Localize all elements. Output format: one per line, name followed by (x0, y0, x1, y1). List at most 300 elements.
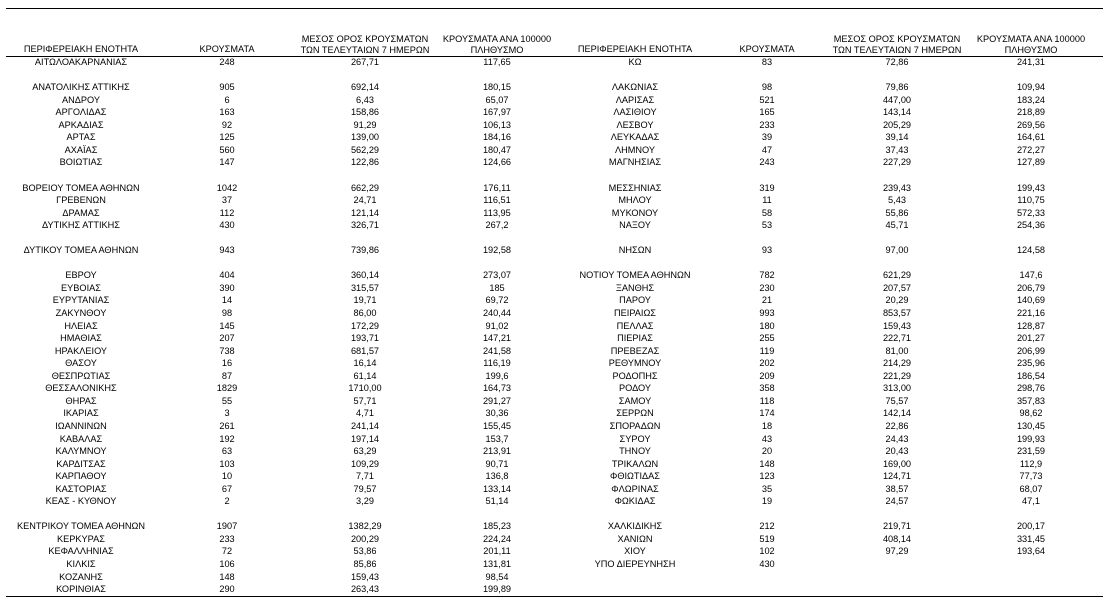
cell-region: ΘΗΡΑΣ (65, 395, 97, 406)
cell-avg: 16,14 (353, 358, 377, 369)
cell-cases: 21 (761, 295, 773, 306)
cell-avg: 739,86 (350, 245, 380, 256)
cell-per: 131,81 (482, 559, 512, 569)
cell-per: 110,75 (1017, 195, 1045, 206)
cell-cases: 102 (759, 546, 775, 557)
cell-cases: 148 (759, 458, 775, 469)
cell-cases: 35 (761, 483, 773, 494)
header-region-left: ΠΕΡΙΦΕΡΕΙΑΚΗ ΕΝΟΤΗΤΑ (23, 44, 139, 54)
cell-region: ΝΑΞΟΥ (619, 220, 651, 231)
cell-cases: 112 (219, 207, 235, 218)
cell-avg: 205,29 (882, 119, 912, 130)
cell-region: ΦΛΩΡΙΝΑΣ (611, 483, 659, 494)
cell-cases: 87 (221, 370, 233, 381)
cell-per: 109,94 (1016, 82, 1046, 93)
cell-cases: 93 (761, 245, 773, 256)
cell-region: ΣΥΡΟΥ (619, 433, 651, 444)
cell-cases: 163 (219, 107, 235, 118)
cell-region: ΚΕΝΤΡΙΚΟΥ ΤΟΜΕΑ ΑΘΗΝΩΝ (16, 521, 146, 532)
cell-cases: 230 (759, 282, 775, 293)
cell-region: ΚΟΖΑΝΗΣ (59, 571, 103, 582)
cell-cases: 233 (759, 119, 775, 130)
cell-cases: 98 (761, 82, 773, 93)
cell-avg: 24,57 (885, 496, 909, 507)
cell-region: ΡΟΔΟΥ (618, 383, 651, 394)
cell-avg: 81,00 (885, 345, 909, 356)
cell-region: ΚΕΑΣ - ΚΥΘΝΟΥ (45, 496, 117, 507)
cell-region: ΚΙΛΚΙΣ (66, 559, 96, 569)
cell-cases: 233 (219, 533, 235, 544)
cell-cases: 119 (759, 345, 775, 356)
cell-cases: 83 (761, 57, 773, 67)
cell-per: 69,72 (485, 295, 509, 306)
cell-avg: 214,29 (882, 358, 912, 369)
cell-per: 231,59 (1016, 446, 1046, 457)
cell-per: 117,65 (483, 57, 511, 67)
cell-per: 241,58 (482, 345, 512, 356)
cell-region: ΒΟΡΕΙΟΥ ΤΟΜΕΑ ΑΘΗΝΩΝ (22, 182, 140, 193)
cell-region: ΖΑΚΥΝΘΟΥ (55, 308, 107, 318)
cell-avg: 562,29 (350, 144, 380, 155)
cell-region: ΛΑΡΙΣΑΣ (615, 94, 655, 105)
header-avg-left (290, 34, 440, 55)
cell-cases: 560 (219, 144, 235, 155)
cell-avg: 621,29 (882, 270, 912, 281)
cell-avg: 853,57 (882, 308, 912, 318)
top-rule (6, 8, 1103, 9)
cell-per: 180,47 (482, 144, 512, 155)
cell-per: 184,16 (482, 132, 512, 143)
cell-region: ΗΛΕΙΑΣ (64, 320, 98, 331)
header-avg-right (822, 34, 972, 55)
cell-per: 201,11 (483, 546, 511, 557)
cell-region: ΚΑΛΥΜΝΟΥ (55, 446, 107, 457)
cell-avg: 267,71 (350, 57, 380, 67)
cell-cases: 39 (761, 132, 773, 143)
cell-cases: 16 (221, 358, 233, 369)
cell-avg: 24,71 (353, 195, 377, 206)
cell-avg: 222,71 (882, 333, 912, 344)
cell-per: 193,64 (1016, 546, 1046, 557)
cell-cases: 207 (219, 333, 235, 344)
cell-per: 140,69 (1016, 295, 1046, 306)
cell-per: 199,43 (1016, 182, 1046, 193)
cell-per: 98,54 (485, 571, 509, 582)
cell-per: 91,02 (485, 320, 509, 331)
header-per-left (432, 34, 562, 55)
cell-avg: 122,86 (350, 157, 380, 168)
cell-region: ΝΗΣΩΝ (618, 245, 652, 256)
header-region-right: ΠΕΡΙΦΕΡΕΙΑΚΗ ΕΝΟΤΗΤΑ (577, 44, 693, 54)
cell-per: 30,36 (485, 408, 509, 419)
cell-region: ΤΗΝΟΥ (619, 446, 651, 457)
header-per-right (966, 34, 1096, 55)
cell-cases: 10 (221, 471, 233, 482)
cell-region: ΦΩΚΙΔΑΣ (614, 496, 656, 507)
cell-cases: 123 (759, 471, 775, 482)
cell-avg: 45,71 (885, 220, 909, 231)
cell-region: ΕΥΡΥΤΑΝΙΑΣ (52, 295, 110, 306)
cell-per: 147,21 (482, 333, 512, 344)
cell-per: 124,58 (1016, 245, 1046, 256)
cell-avg: 169,00 (882, 458, 912, 469)
cell-region: ΣΕΡΡΩΝ (616, 408, 654, 419)
cell-avg: 75,57 (885, 395, 909, 406)
cell-avg: 79,86 (885, 82, 909, 93)
cell-avg: 97,29 (885, 546, 909, 557)
cell-per: 153,7 (485, 433, 509, 444)
cell-per: 112,9 (1019, 458, 1043, 469)
cell-avg: 57,71 (353, 395, 377, 406)
cell-avg: 1710,00 (348, 383, 382, 394)
cell-per: 357,83 (1016, 395, 1046, 406)
cell-per: 167,97 (482, 107, 512, 118)
cell-region: ΔΡΑΜΑΣ (62, 207, 100, 218)
cell-avg: 263,43 (350, 584, 380, 595)
cell-region: ΣΑΜΟΥ (618, 395, 652, 406)
cell-per: 199,89 (482, 584, 512, 595)
cell-cases: 147 (219, 157, 235, 168)
cell-avg: 24,43 (885, 433, 909, 444)
cell-region: ΗΡΑΚΛΕΙΟΥ (54, 345, 108, 356)
cell-avg: 63,29 (353, 446, 377, 457)
cell-per: 124,66 (482, 157, 512, 168)
cell-avg: 5,43 (888, 195, 906, 206)
cell-cases: 20 (761, 446, 773, 457)
cell-cases: 993 (759, 308, 775, 318)
cell-region: ΜΕΣΣΗΝΙΑΣ (608, 182, 662, 193)
cell-cases: 106 (219, 559, 235, 569)
cell-region: ΘΑΣΟΥ (65, 358, 97, 369)
cell-region: ΑΙΤΩΛΟΑΚΑΡΝΑΝΙΑΣ (34, 57, 128, 67)
header-per-line1: ΚΡΟΥΣΜΑΤΑ ΑΝΑ 100000 (442, 34, 552, 44)
cell-avg: 692,14 (350, 82, 380, 93)
cell-avg: 39,14 (885, 132, 909, 143)
cell-cases: 18 (761, 420, 773, 431)
cell-avg: 143,14 (882, 107, 912, 118)
cell-cases: 782 (759, 270, 775, 281)
header-avg-line2: ΤΩΝ ΤΕΛΕΥΤΑΙΩΝ 7 ΗΜΕΡΩΝ (300, 44, 430, 55)
cell-cases: 905 (219, 82, 235, 93)
cell-per: 218,89 (1016, 107, 1046, 118)
cell-avg: 79,57 (353, 483, 377, 494)
cell-cases: 1907 (216, 521, 238, 532)
cell-per: 183,24 (1016, 94, 1046, 105)
cell-per: 116,51 (483, 195, 511, 206)
cell-avg: 681,57 (350, 345, 380, 356)
cell-cases: 11 (762, 195, 772, 206)
cell-per: 68,07 (1019, 483, 1043, 494)
cell-per: 51,14 (485, 496, 509, 507)
cell-avg: 360,14 (350, 270, 380, 281)
cell-avg: 662,29 (350, 182, 380, 193)
cell-region: ΣΠΟΡΑΔΩΝ (609, 420, 661, 431)
cell-per: 206,79 (1016, 282, 1046, 293)
cell-cases: 212 (759, 521, 775, 532)
cell-region: ΕΒΡΟΥ (65, 270, 97, 281)
cell-region: ΓΡΕΒΕΝΩΝ (56, 195, 106, 206)
cell-avg: 139,00 (350, 132, 380, 143)
cell-avg: 109,29 (350, 458, 380, 469)
cell-cases: 521 (759, 94, 775, 105)
cell-cases: 19 (761, 496, 773, 507)
cell-avg: 7,71 (356, 471, 374, 482)
cell-cases: 58 (761, 207, 773, 218)
cell-region: ΕΥΒΟΙΑΣ (61, 282, 101, 293)
cell-cases: 103 (219, 458, 235, 469)
cell-region: ΠΕΙΡΑΙΩΣ (614, 308, 656, 318)
cell-avg: 447,00 (882, 94, 912, 105)
cell-cases: 92 (221, 119, 233, 130)
cell-region: ΝΟΤΙΟΥ ΤΟΜΕΑ ΑΘΗΝΩΝ (579, 270, 691, 281)
cell-per: 65,07 (485, 94, 509, 105)
cell-per: 164,61 (1016, 132, 1046, 143)
cell-cases: 255 (759, 333, 775, 344)
header-cases-left: ΚΡΟΥΣΜΑΤΑ (199, 44, 255, 54)
cell-region: ΥΠΟ ΔΙΕΡΕΥΝΗΣΗ (594, 559, 676, 569)
cell-per: 136,8 (485, 471, 509, 482)
cell-per: 180,15 (482, 82, 512, 93)
cell-cases: 202 (759, 358, 775, 369)
cell-per: 164,73 (482, 383, 512, 394)
cell-region: ΜΑΓΝΗΣΙΑΣ (608, 157, 662, 168)
cell-region: ΑΧΑΪΑΣ (64, 144, 98, 155)
cell-per: 186,54 (1016, 370, 1046, 381)
cell-avg: 1382,29 (348, 521, 382, 532)
cell-per: 90,71 (485, 458, 509, 469)
cell-region: ΑΡΚΑΔΙΑΣ (58, 119, 104, 130)
cell-region: ΠΙΕΡΙΑΣ (617, 333, 653, 344)
cell-per: 272,27 (1016, 144, 1046, 155)
cell-per: 106,13 (482, 119, 512, 130)
cell-region: ΦΘΙΩΤΙΔΑΣ (609, 471, 660, 482)
cell-region: ΛΕΣΒΟΥ (616, 119, 654, 130)
cell-per: 199,6 (485, 370, 509, 381)
cell-avg: 4,71 (356, 408, 374, 419)
cell-cases: 55 (221, 395, 233, 406)
cell-avg: 91,29 (353, 119, 377, 130)
cell-avg: 37,43 (885, 144, 909, 155)
header-avg-line2: ΤΩΝ ΤΕΛΕΥΤΑΙΩΝ 7 ΗΜΕΡΩΝ (832, 44, 962, 55)
cell-region: ΤΡΙΚΑΛΩΝ (611, 458, 659, 469)
cell-region: ΑΝΔΡΟΥ (61, 94, 100, 105)
cell-per: 155,45 (482, 420, 512, 431)
cell-avg: 6,43 (356, 94, 374, 105)
cell-avg: 61,14 (353, 370, 377, 381)
cell-per: 331,45 (1016, 533, 1046, 544)
cell-region: ΡΕΘΥΜΝΟΥ (608, 358, 662, 369)
cell-avg: 200,29 (350, 533, 380, 544)
cell-cases: 519 (759, 533, 775, 544)
cell-avg: 19,71 (353, 295, 377, 306)
cell-per: 269,56 (1016, 119, 1046, 130)
cell-avg: 38,57 (885, 483, 909, 494)
cell-avg: 219,71 (882, 521, 912, 532)
cell-cases: 165 (759, 107, 775, 118)
cell-region: ΛΕΥΚΑΔΑΣ (610, 132, 660, 143)
cell-region: ΧΙΟΥ (624, 546, 646, 557)
header-per-line2: ΠΛΗΘΥΣΜΟ (1004, 44, 1058, 55)
cell-region: ΘΕΣΣΑΛΟΝΙΚΗΣ (45, 383, 117, 394)
cell-per: 113,95 (483, 207, 511, 218)
cell-region: ΚΑΡΠΑΘΟΥ (55, 471, 107, 482)
cell-per: 199,93 (1016, 433, 1046, 444)
cell-cases: 6 (224, 94, 230, 105)
cell-cases: 243 (759, 157, 775, 168)
cell-cases: 738 (219, 345, 235, 356)
cell-region: ΜΥΚΟΝΟΥ (611, 207, 659, 218)
cell-cases: 404 (219, 270, 235, 281)
header-per-line1: ΚΡΟΥΣΜΑΤΑ ΑΝΑ 100000 (976, 34, 1086, 44)
cell-per: 176,11 (483, 182, 511, 193)
cell-avg: 124,71 (882, 471, 912, 482)
cell-cases: 174 (759, 408, 775, 419)
cell-cases: 192 (219, 433, 235, 444)
cell-region: ΑΡΤΑΣ (66, 132, 96, 143)
cell-avg: 121,14 (350, 207, 380, 218)
cell-region: ΚΑΒΑΛΑΣ (59, 433, 103, 444)
cell-per: 147,6 (1019, 270, 1043, 281)
cell-cases: 290 (219, 584, 235, 595)
cell-cases: 3 (224, 408, 230, 419)
cell-per: 185 (489, 282, 505, 293)
cell-cases: 148 (219, 571, 235, 582)
cell-per: 572,33 (1016, 207, 1046, 218)
cell-avg: 20,43 (885, 446, 909, 457)
cell-avg: 142,14 (882, 408, 912, 419)
cell-cases: 98 (221, 308, 233, 318)
cell-region: ΗΜΑΘΙΑΣ (60, 333, 102, 344)
cell-cases: 1042 (216, 182, 238, 193)
cell-cases: 43 (761, 433, 773, 444)
cell-avg: 221,29 (882, 370, 912, 381)
cell-avg: 3,29 (356, 496, 374, 507)
cell-avg: 207,57 (882, 282, 912, 293)
cell-avg: 241,14 (350, 420, 380, 431)
cell-cases: 145 (219, 320, 235, 331)
cell-cases: 1829 (216, 383, 238, 394)
cell-region: ΚΑΣΤΟΡΙΑΣ (55, 483, 107, 494)
cell-region: ΠΕΛΛΑΣ (616, 320, 654, 331)
cell-region: ΠΡΕΒΕΖΑΣ (610, 345, 660, 356)
cell-per: 273,07 (482, 270, 512, 281)
cell-cases: 47 (761, 144, 773, 155)
cell-per: 291,27 (482, 395, 512, 406)
cell-avg: 22,86 (885, 420, 909, 431)
cell-per: 133,14 (482, 483, 512, 494)
cell-region: ΛΑΚΩΝΙΑΣ (611, 82, 659, 93)
cell-avg: 20,29 (885, 295, 909, 306)
cell-avg: 159,43 (882, 320, 912, 331)
cell-per: 127,89 (1016, 157, 1046, 168)
cell-region: ΒΟΙΩΤΙΑΣ (59, 157, 103, 168)
cell-cases: 72 (221, 546, 233, 557)
cell-region: ΙΚΑΡΙΑΣ (63, 408, 99, 419)
cell-region: ΛΗΜΝΟΥ (614, 144, 656, 155)
cell-avg: 227,29 (882, 157, 912, 168)
cell-cases: 118 (759, 395, 775, 406)
cell-region: ΚΟΡΙΝΘΙΑΣ (56, 584, 106, 595)
cell-per: 130,45 (1016, 420, 1046, 431)
cell-per: 200,17 (1016, 521, 1046, 532)
cell-avg: 326,71 (350, 220, 380, 231)
cell-per: 241,31 (1016, 57, 1046, 67)
cell-cases: 430 (759, 559, 775, 569)
cell-cases: 390 (219, 282, 235, 293)
header-per-line2: ΠΛΗΘΥΣΜΟ (470, 44, 524, 55)
cell-cases: 358 (759, 383, 775, 394)
cell-avg: 159,43 (350, 571, 380, 582)
cell-per: 206,99 (1016, 345, 1046, 356)
cell-region: ΘΕΣΠΡΩΤΙΑΣ (51, 370, 111, 381)
cell-avg: 239,43 (882, 182, 912, 193)
cell-cases: 430 (219, 220, 235, 231)
cell-region: ΚΕΦΑΛΛΗΝΙΑΣ (48, 546, 114, 557)
cell-cases: 53 (761, 220, 773, 231)
cell-per: 267,2 (485, 220, 509, 231)
cell-cases: 319 (759, 182, 775, 193)
cell-cases: 14 (221, 295, 233, 306)
cell-cases: 180 (759, 320, 775, 331)
cell-cases: 209 (759, 370, 775, 381)
cell-per: 98,62 (1019, 408, 1043, 419)
cell-avg: 193,71 (350, 333, 380, 344)
cell-per: 116,19 (483, 358, 511, 369)
cell-region: ΧΑΝΙΩΝ (617, 533, 653, 544)
cell-per: 192,58 (482, 245, 512, 256)
cell-avg: 197,14 (350, 433, 380, 444)
cell-avg: 55,86 (885, 207, 909, 218)
header-cases-right: ΚΡΟΥΣΜΑΤΑ (739, 44, 795, 54)
cell-avg: 408,14 (882, 533, 912, 544)
cell-avg: 72,86 (885, 57, 909, 67)
cell-avg: 172,29 (350, 320, 380, 331)
cell-avg: 158,86 (350, 107, 380, 118)
cell-cases: 2 (224, 496, 230, 507)
cell-region: ΧΑΛΚΙΔΙΚΗΣ (607, 521, 663, 532)
cell-region: ΜΗΛΟΥ (618, 195, 652, 206)
cell-per: 128,87 (1016, 320, 1046, 331)
cell-per: 298,76 (1016, 383, 1046, 394)
cell-region: ΑΡΓΟΛΙΔΑΣ (55, 107, 107, 118)
cell-region: ΛΑΣΙΘΙΟΥ (613, 107, 657, 118)
cell-cases: 248 (219, 57, 235, 67)
cell-avg: 97,00 (885, 245, 909, 256)
header-avg-line1: ΜΕΣΟΣ ΟΡΟΣ ΚΡΟΥΣΜΑΤΩΝ (301, 34, 429, 44)
cell-avg: 315,57 (350, 282, 380, 293)
cell-per: 213,91 (482, 446, 512, 457)
cell-region: ΔΥΤΙΚΟΥ ΤΟΜΕΑ ΑΘΗΝΩΝ (23, 245, 139, 256)
cell-cases: 125 (219, 132, 235, 143)
cell-region: ΚΩ (628, 57, 642, 67)
cell-region: ΙΩΑΝΝΙΝΩΝ (55, 420, 107, 431)
cell-region: ΚΑΡΔΙΤΣΑΣ (56, 458, 106, 469)
cell-avg: 53,86 (353, 546, 377, 557)
cell-per: 254,36 (1016, 220, 1046, 231)
cell-region: ΡΟΔΟΠΗΣ (612, 370, 658, 381)
cell-per: 221,16 (1016, 308, 1046, 318)
cell-per: 77,73 (1019, 471, 1043, 482)
cell-avg: 86,00 (353, 308, 377, 318)
bottom-rule (6, 596, 1103, 597)
cell-avg: 85,86 (353, 559, 377, 569)
cell-cases: 943 (219, 245, 235, 256)
cell-per: 224,24 (482, 533, 512, 544)
header-avg-line1: ΜΕΣΟΣ ΟΡΟΣ ΚΡΟΥΣΜΑΤΩΝ (833, 34, 961, 44)
cell-region: ΠΑΡΟΥ (619, 295, 651, 306)
cell-cases: 67 (221, 483, 233, 494)
cell-region: ΔΥΤΙΚΗΣ ΑΤΤΙΚΗΣ (42, 220, 120, 231)
